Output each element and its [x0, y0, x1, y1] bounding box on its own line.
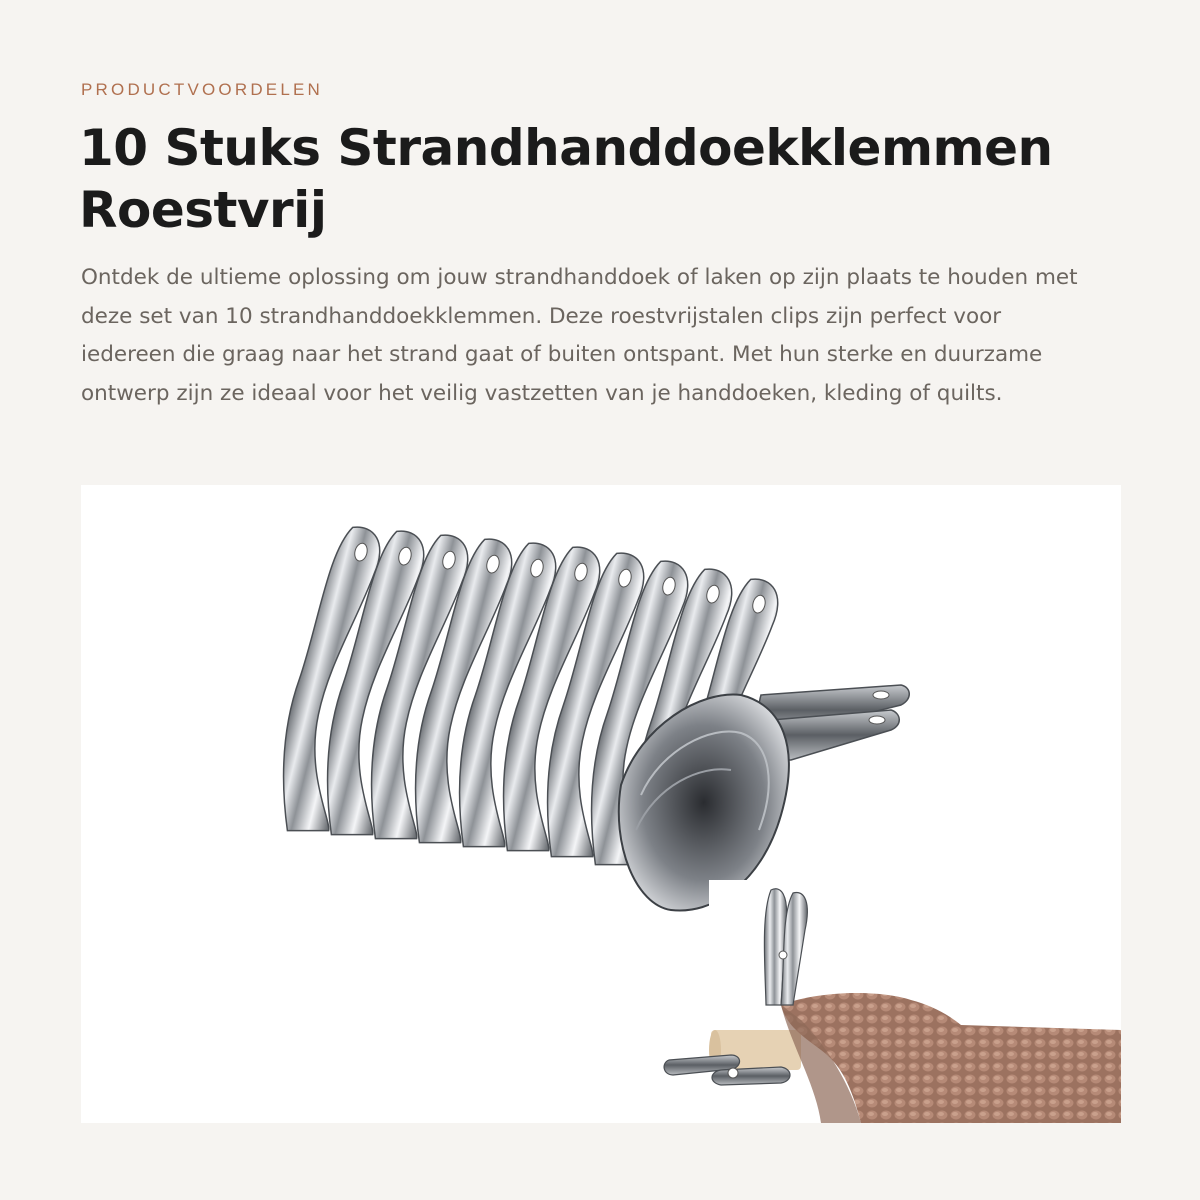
product-title: 10 Stuks Strandhanddoekklemmen Roestvrij [79, 119, 1053, 239]
product-illustration [81, 485, 1121, 1123]
product-image [81, 485, 1121, 1123]
towel-rail-icon [664, 880, 1121, 1123]
clip-stack-icon [262, 521, 909, 910]
product-description: Ontdek de ultieme oplossing om jouw strandhanddoek of laken op zijn plaats te houden met deze set van 10 strandhanddoekklemmen. Deze roestvrijstalen clips zijn perfect voor iedereen die graag naar het strand gaat of buiten ontspant. Met hun sterke en duurzame ontwerp zijn ze ideaal voor het veilig vastzetten van je handdoeken, kleding of quilts. [81, 265, 1078, 406]
section-eyebrow: PRODUCTVOORDELEN [81, 80, 324, 99]
